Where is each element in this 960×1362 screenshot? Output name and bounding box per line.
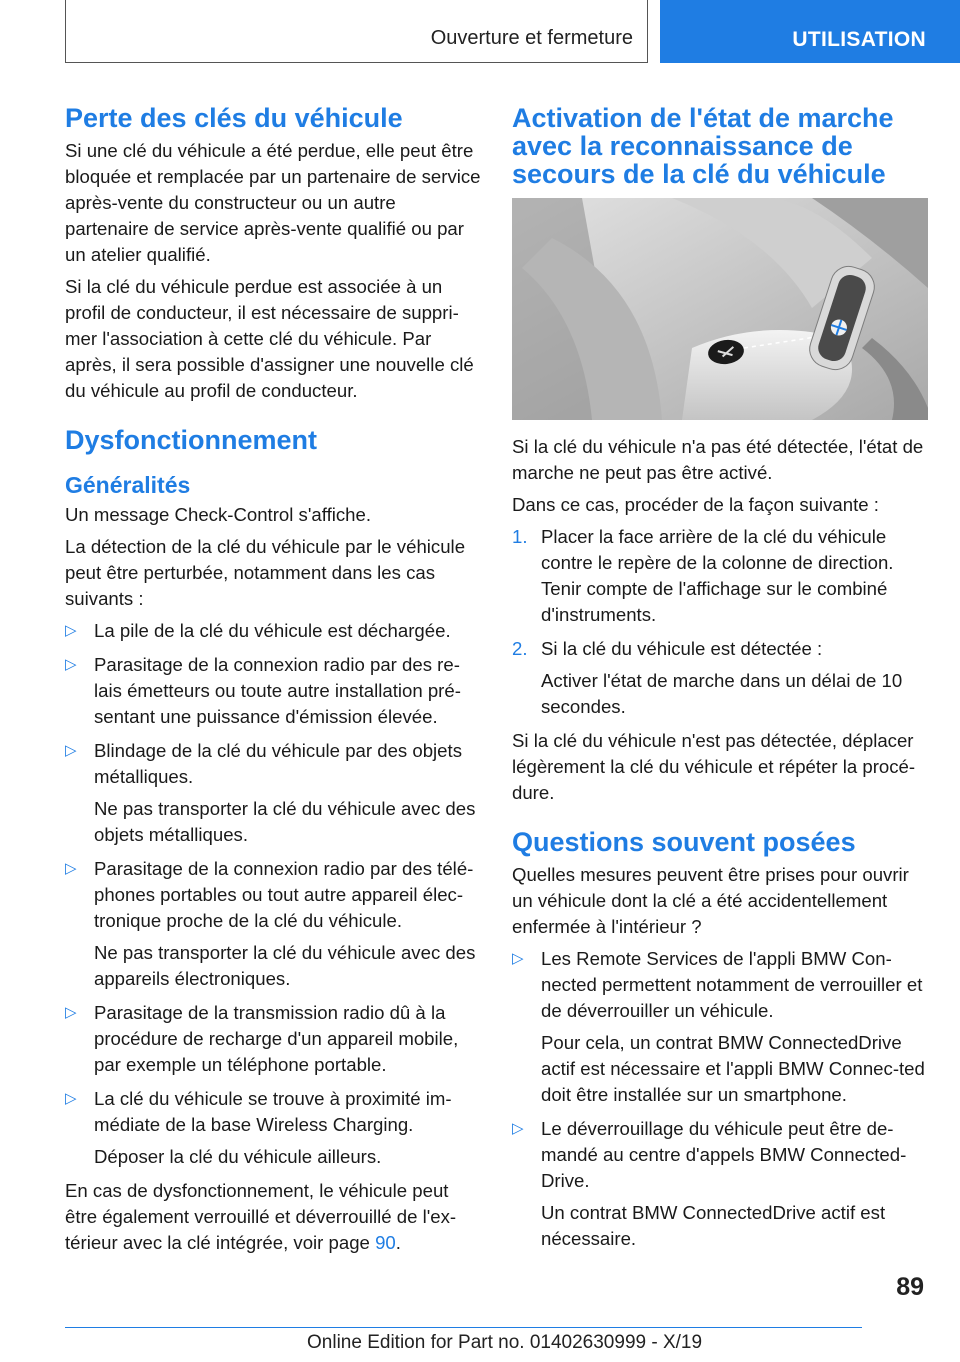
list-item-note: Ne pas transporter la clé du véhicule avec des objets métalliques. bbox=[94, 798, 476, 845]
list-item bbox=[512, 524, 928, 628]
list-item-note: Ne pas transporter la clé du véhicule avec des appareils électroniques. bbox=[94, 942, 476, 989]
malfunction-closing-paragraph bbox=[65, 1178, 481, 1256]
edition-footer: Online Edition for Part no. 01402630999 - X/19 bbox=[307, 1332, 703, 1353]
list-item-note: Déposer la clé du véhicule ailleurs. bbox=[94, 1146, 382, 1167]
list-item bbox=[65, 618, 481, 644]
list-item bbox=[512, 636, 928, 720]
malfunction-cases-list bbox=[65, 618, 481, 1170]
page-number: 89 bbox=[896, 1273, 924, 1301]
list-item-text: Le déverrouillage du véhicule peut être de-mandé au centre d'appels BMW Connected-Drive. bbox=[541, 1118, 907, 1191]
list-item-note: Pour cela, un contrat BMW ConnectedDrive actif est nécessaire et l'appli BMW Connec-ted doit être installée sur un smartphone. bbox=[541, 1032, 925, 1105]
bullet-triangle-icon: ▷ bbox=[65, 742, 77, 759]
page-90-link[interactable]: 90 bbox=[375, 1232, 396, 1253]
header-chapter-tab bbox=[660, 0, 960, 63]
activation-heading: Activation de l'état de marche avec la reconnaissance de secours de la clé du véhicule bbox=[512, 103, 894, 189]
lost-keys-paragraph-2: Si la clé du véhicule perdue est associée à un profil de conducteur, il est nécessaire de suppri-mer l'association à cette clé du véhicule. Par après, il sera possible d'assigner une nouvelle clé du véhicule au profil de conducteur. bbox=[65, 276, 474, 401]
malfunction-paragraph-2: La détection de la clé du véhicule par le véhicule peut être perturbée, notamment dans les cas suivants : bbox=[65, 536, 466, 609]
list-item bbox=[512, 946, 928, 1108]
closing-period: . bbox=[395, 1232, 401, 1253]
bullet-triangle-icon: ▷ bbox=[65, 1090, 77, 1107]
right-column bbox=[512, 104, 928, 1260]
header-chapter-label: UTILISATION bbox=[792, 28, 926, 51]
list-item bbox=[65, 1086, 481, 1170]
step-number: 2. bbox=[512, 638, 528, 659]
list-item-note: Un contrat BMW ConnectedDrive actif est nécessaire. bbox=[541, 1202, 886, 1249]
list-item-text: Les Remote Services de l'appli BMW Con-nected permettent notamment de verrouiller et de déverrouiller un véhicule. bbox=[541, 948, 923, 1021]
list-item-text: Parasitage de la connexion radio par des re-lais émetteurs ou toute autre installation pré-sentant une puissance d'émission élevée. bbox=[94, 654, 461, 727]
activation-paragraph-3: Si la clé du véhicule n'est pas détectée, déplacer légèrement la clé du véhicule et répéter la procé-dure. bbox=[512, 730, 916, 803]
list-item bbox=[65, 652, 481, 730]
step-text: Placer la face arrière de la clé du véhicule contre le repère de la colonne de direction. Tenir compte de l'affichage sur le combiné d'instruments. bbox=[541, 526, 894, 625]
header-section-title: Ouverture et fermeture bbox=[430, 27, 633, 49]
footer-divider bbox=[65, 1327, 862, 1328]
faq-question: Quelles mesures peuvent être prises pour ouvrir un véhicule dont la clé a été accidentellement enfermée à l'intérieur ? bbox=[512, 864, 909, 937]
closing-text: En cas de dysfonctionnement, le véhicule peut être également verrouillé et déverrouillé de l'ex-térieur avec la clé intégrée, voir page bbox=[65, 1180, 457, 1253]
bullet-triangle-icon: ▷ bbox=[65, 1004, 77, 1021]
bullet-triangle-icon: ▷ bbox=[65, 622, 77, 639]
list-item bbox=[65, 1000, 481, 1078]
list-item-text: Blindage de la clé du véhicule par des objets métalliques. bbox=[94, 740, 462, 787]
faq-answers-list bbox=[512, 946, 928, 1252]
lost-keys-heading: Perte des clés du véhicule bbox=[65, 103, 403, 133]
list-item-text: La clé du véhicule se trouve à proximité im-médiate de la base Wireless Charging. bbox=[94, 1088, 452, 1135]
left-column bbox=[65, 104, 481, 1262]
lost-keys-paragraph-1: Si une clé du véhicule a été perdue, elle peut être bloquée et remplacée par un partenaire de service après-vente du constructeur ou un autre partenaire de service après-vente qualifié ou par un atelier qualifié. bbox=[65, 140, 481, 265]
malfunction-paragraph-1: Un message Check-Control s'affiche. bbox=[65, 504, 372, 525]
list-item-text: Parasitage de la transmission radio dû à la procédure de recharge d'un appareil mobile, par exemple un téléphone portable. bbox=[94, 1002, 459, 1075]
general-subheading: Généralités bbox=[65, 472, 191, 498]
list-item-text: La pile de la clé du véhicule est déchargée. bbox=[94, 620, 451, 641]
bullet-triangle-icon: ▷ bbox=[512, 950, 524, 967]
activation-steps-list bbox=[512, 524, 928, 720]
bullet-triangle-icon: ▷ bbox=[65, 860, 77, 877]
malfunction-heading: Dysfonctionnement bbox=[65, 425, 318, 455]
activation-paragraph-1: Si la clé du véhicule n'a pas été détectée, l'état de marche ne peut pas être activé. bbox=[512, 436, 924, 483]
steering-column-illustration-svg bbox=[512, 198, 928, 420]
list-item bbox=[65, 738, 481, 848]
list-item-text: Parasitage de la connexion radio par des télé-phones portables ou tout autre appareil élec-tronique proche de la clé du véhicule. bbox=[94, 858, 474, 931]
step-note: Activer l'état de marche dans un délai de 10 secondes. bbox=[541, 670, 903, 717]
bullet-triangle-icon: ▷ bbox=[65, 656, 77, 673]
step-text: Si la clé du véhicule est détectée : bbox=[541, 638, 823, 659]
step-number: 1. bbox=[512, 526, 528, 547]
faq-heading: Questions souvent posées bbox=[512, 827, 856, 857]
header-section-box bbox=[65, 0, 648, 63]
steering-column-key-illustration bbox=[512, 198, 928, 420]
activation-paragraph-2: Dans ce cas, procéder de la façon suivante : bbox=[512, 494, 879, 515]
bullet-triangle-icon: ▷ bbox=[512, 1120, 524, 1137]
list-item bbox=[512, 1116, 928, 1252]
list-item bbox=[65, 856, 481, 992]
